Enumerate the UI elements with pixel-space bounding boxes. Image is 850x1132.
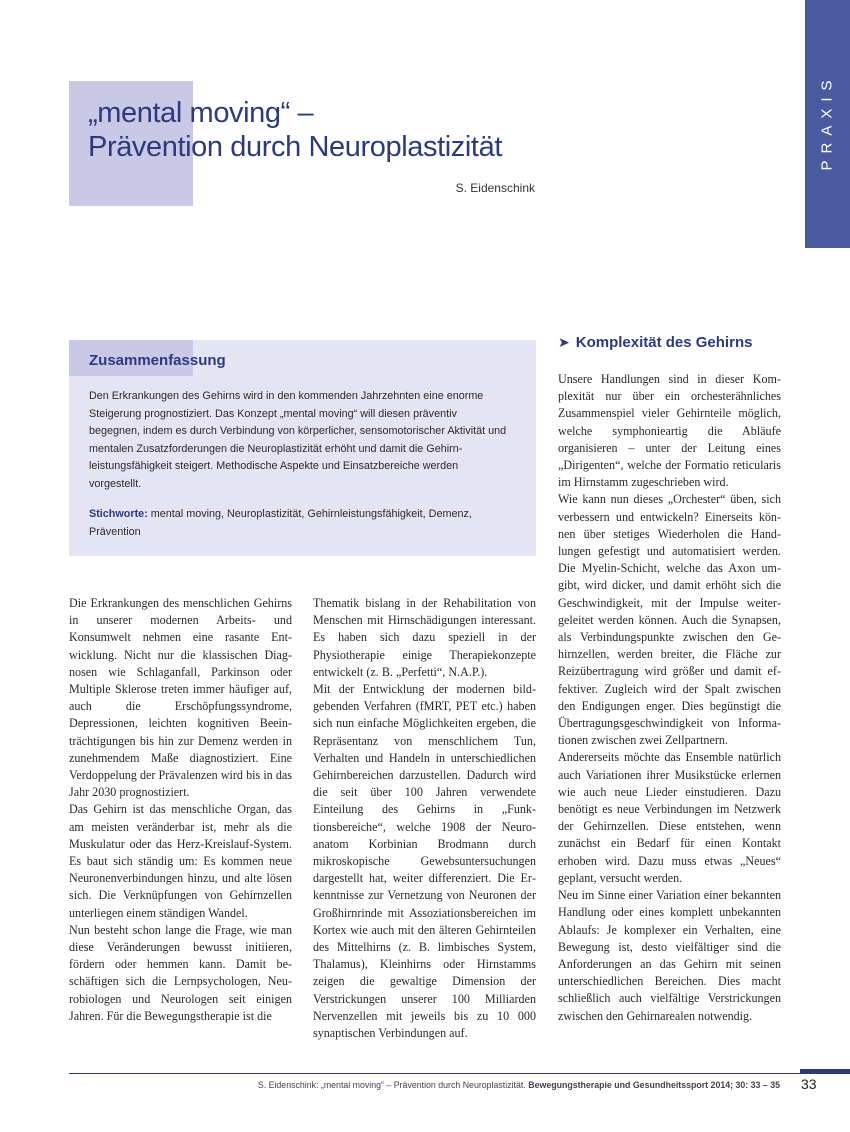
paragraph: Nun besteht schon lange die Frage, wie man diese Veränderungen bewusst initiieren, fördern oder hemmen kann. Damit beschäftigen sich die Lernpsychologen, Neurobiologen und Neurologen seit einigen Jahren. Für die Bewegungstherapie ist die [69,922,292,1023]
section-heading-text: Komplexität des Gehirns [575,334,753,351]
paragraph: Die Erkrankungen des menschlichen Gehirns in unserer modernen Arbeits- und Konsumwelt nehmen eine rasante Entwicklung. Nicht nur die klassischen Diagnosen wie Schlaganfall, Parkinson oder Multiple Sklerose treten immer häufiger auf, auch die Erschöpfungssyndrome, Depressionen, leichten kognitiven Beeinträchtigungen bis hin zur Demenz werden in zunehmendem Maße diagnostiziert. Eine Verdoppelung der Prävalenzen wird bis in das Jahr 2030 prognostiziert. [69,596,292,800]
arrow-right-icon: ➤ [558,334,570,350]
article-title [88,96,502,164]
keywords-text: mental moving, Neuroplastizität, Gehirnleistungsfähigkeit, Demenz, Prävention [89,508,472,538]
body-column-3 [558,371,781,1025]
body-column-1 [69,595,292,1025]
paragraph: Thematik bislang in der Rehabilitation von Menschen mit Hirnschädigungen interessant. Es haben sich dazu speziell in der Physiotherapie einige Therapiekonzepte entwickelt (z. B. „Perfetti“, N.A.P.). [313,596,536,679]
body-column-2 [313,595,536,1042]
paragraph: Neu im Sinne einer Variation einer bekannten Handlung oder eines komplett unbekannten Ablaufs: Je komplexer ein Verhalten, eine Bewegung ist, desto vielfältiger sind die Anforderungen an das Gehirn mit seinen unterschiedlichen Bereichen. Dies macht schließlich auch vielfältige Verstrickungen zwischen den Gehirnarealen notwendig. [558,888,781,1023]
abstract-text: Den Erkrankungen des Gehirns wird in den kommenden Jahrzehnten eine enorme Steigerung prognostiziert. Das Konzept „mental moving“ will diesen präventiv begegnen, indem es durch Verbindung von körperlicher, sensomotorischer Aktivität und mentalen Zusatzforderungen die Neuroplastizität erhöht und damit die Gehirnleistungsfähigkeit steigert. Methodische Aspekte und Einsatzbereiche werden vorgestellt. [89,390,507,490]
abstract-heading: Zusammenfassung [89,352,226,369]
section-heading [558,334,752,351]
article-title-line-1: „mental moving“ – [88,97,314,129]
footer-accent-bar [800,1069,850,1074]
author: S. Eidenschink [455,181,535,195]
footer-citation-journal: Bewegungstherapie und Gesundheitssport 2014; 30: 33 – 35 [528,1080,780,1090]
keywords [89,506,509,541]
paragraph: Wie kann nun dieses „Orchester“ üben, sich verbessern und entwickeln? Einerseits können über stetiges Wiederholen die Handlungen gefestigt und automatisiert werden. Die Myelin-Schicht, welche das Axon umgibt, wird dicker, und damit erhöht sich die Geschwindigkeit, mit der Impulse weitergeleitet werden können. Auch die Synapsen, als Verbindungspunkte zwischen den Gehirnzellen, werden breiter, die Fläche zur Reizübertragung wird größer und damit effektiver. Zugleich wird der Spalt zwischen den Endigungen enger. Dies begünstigt die Übertragungsgeschwindigkeit von Informationen zwischen zwei Zellpartnern. [558,492,781,748]
article-title-line-2: Prävention durch Neuroplastizität [88,131,502,163]
section-tab-label: PRAXIS [818,73,836,171]
abstract-body [89,388,509,541]
paragraph: Unsere Handlungen sind in dieser Komplexität nur über ein orchesterähnliches Zusammenspiel vieler Gehirnteile möglich, welche symphonieartig die Abläufe organisieren – unter der Leitung eines „Dirigenten“, welche der Formatio reticularis im Hirnstamm zugeschrieben wird. [558,372,781,490]
paragraph: Andererseits möchte das Ensemble natürlich auch Variationen ihrer Musikstücke erlernen wie auch neue Lieder einstudieren. Dazu benötigt es neue Verbindungen im Netzwerk der Gehirnzellen. Diese entstehen, wenn zunächst ein Bedarf für einen Kontakt erhoben wird. Dazu muss etwas „Neues“ geplant, versucht werden. [558,750,781,885]
abstract-box [69,340,536,556]
footer-citation-text: S. Eidenschink: „mental moving“ – Prävention durch Neuroplastizität. [257,1080,526,1090]
page-number: 33 [801,1076,817,1092]
paragraph: Das Gehirn ist das menschliche Organ, das am meisten veränderbar ist, mehr als die Muskulatur oder das Herz-Kreislauf-System. Es baut sich ständig um: Es kommen neue Neuronenverbindungen hinzu, und alte lösen sich. Die Verknüpfungen von Gehirnzellen unterliegen einem ständigen Wandel. [69,802,292,920]
footer-citation [258,1080,780,1090]
paragraph: Mit der Entwicklung der modernen bildgebenden Verfahren (fMRT, PET etc.) haben sich nun einfache Möglichkeiten ergeben, die Repräsentanz von menschlichem Tun, Verhalten und Handeln in unterschiedlichen Gehirnbereichen darzustellen. Dadurch wird die seit über 100 Jahren verwendete Einteilung des Gehirns in „Funktionsbereiche“, welche 1908 der Neuroanatom Korbinian Brodmann durch mikroskopische Gewebsuntersuchungen dargestellt hat, weiter differenziert. Die Erkenntnisse zur Vernetzung von Neuronen der Großhirnrinde mit Assoziationsbereichen im Kortex wie auch mit den älteren Gehirnteilen des Mittelhirns (z. B. limbisches System, Thalamus), Kleinhirns oder Hirnstamms zeigen die gewaltige Dimension der Verstrickungen unserer 100 Milliarden Nervenzellen mit jeweils bis zu 10 000 synaptischen Verbindungen auf. [313,682,536,1041]
keywords-label: Stichworte: [89,508,148,520]
footer-rule [69,1073,849,1074]
